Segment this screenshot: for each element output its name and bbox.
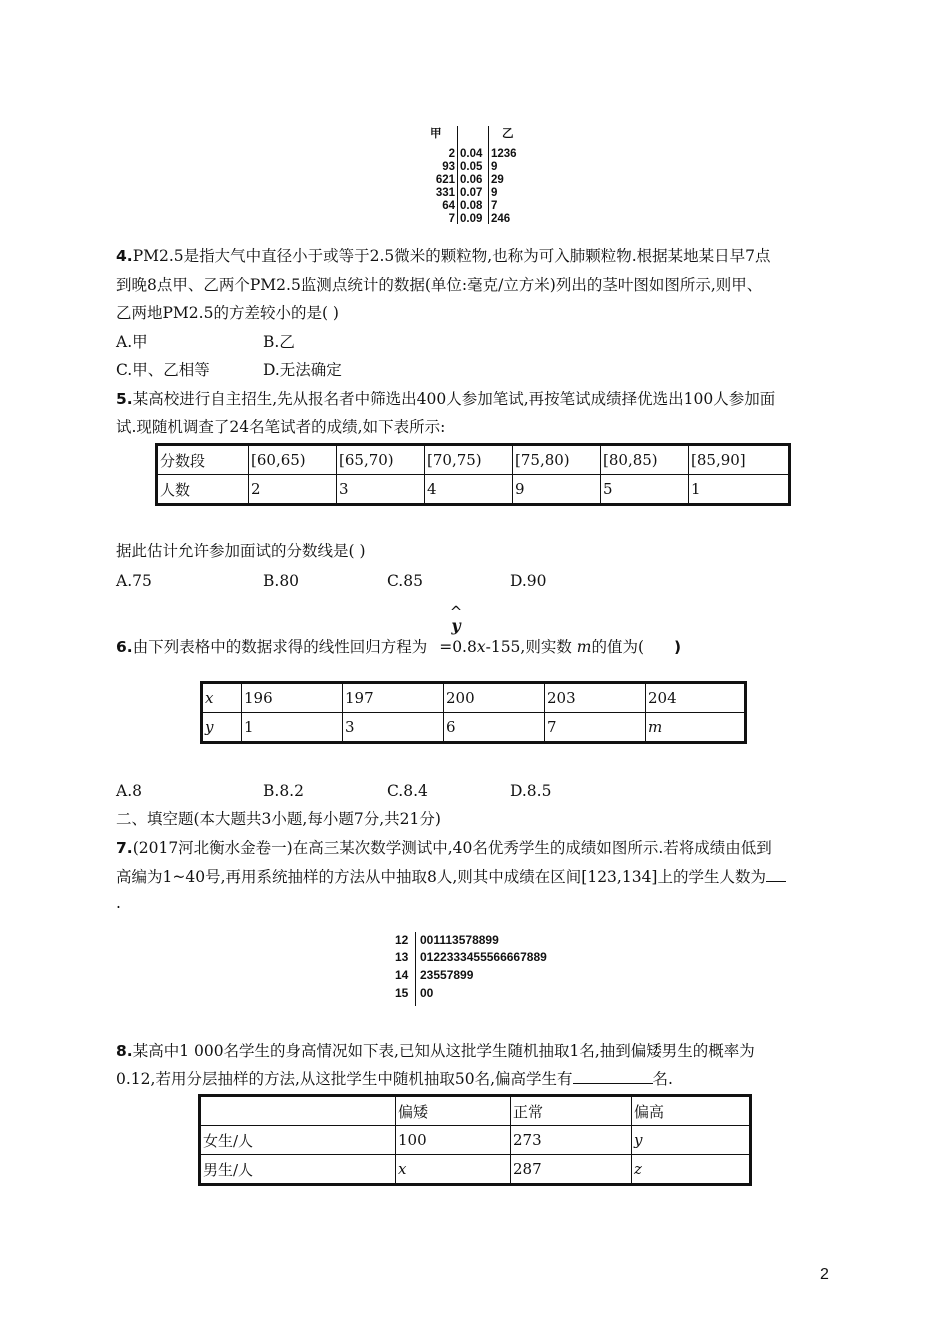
hat-variable: y: [451, 616, 461, 635]
table-cell: m: [646, 713, 745, 742]
table-cell: 1: [689, 475, 789, 504]
q5-line2: 试.现随机调查了24名笔试者的成绩,如下表所示:: [116, 418, 446, 436]
stem: 0.05: [460, 161, 483, 173]
table-cell: [65,70): [337, 446, 425, 475]
question-number: 6.: [116, 638, 133, 656]
question-number: 4.: [116, 247, 133, 265]
table-cell: [60,65): [249, 446, 337, 475]
question-text: 名.: [652, 1070, 673, 1088]
q5-score-table: [157, 445, 789, 504]
q6-xy-table: [202, 683, 745, 742]
table-cell: x: [203, 684, 242, 713]
q7-line3: .: [116, 894, 121, 912]
table-row: [158, 475, 789, 504]
q6-line1: [116, 637, 681, 657]
question-text: 高编为1~40号,再用系统抽样的方法从中抽取8人,则其中成绩在区间[123,134]上的学生人数为: [116, 868, 766, 886]
table-cell: [80,85): [601, 446, 689, 475]
right-leaves: 9: [491, 161, 498, 173]
table-cell: y: [632, 1126, 750, 1155]
leaves: 23557899: [420, 968, 474, 982]
q8-line2: [116, 1069, 673, 1089]
q6-option-a: A.8: [116, 782, 142, 800]
table-cell: 4: [425, 475, 513, 504]
hat-mark: ^: [449, 603, 463, 621]
stem: 14: [395, 968, 409, 982]
table-cell: 204: [646, 684, 745, 713]
table-cell: 男生/人: [201, 1155, 396, 1184]
stem-leaf-plot-2: [395, 932, 565, 1007]
variable-m: m: [576, 638, 592, 656]
table-cell: 273: [511, 1126, 632, 1155]
table-row: [201, 1126, 750, 1155]
variable-x: x: [476, 638, 486, 656]
left-header: 甲: [430, 128, 442, 140]
section-heading: 二、填空题(本大题共3小题,每小题7分,共21分): [116, 810, 441, 828]
right-header: 乙: [502, 128, 514, 140]
q8-line1: [116, 1041, 755, 1061]
stem-leaf-plot-1: [420, 126, 530, 226]
stem: 12: [395, 933, 409, 947]
answer-blank: [573, 1069, 653, 1084]
table-cell: 287: [511, 1155, 632, 1184]
stem: 0.07: [460, 187, 483, 199]
table-cell: y: [203, 713, 242, 742]
q4-line2: 到晚8点甲、乙两个PM2.5监测点统计的数据(单位:毫克/立方米)列出的茎叶图如图所示,则甲、: [116, 276, 763, 294]
equation-text: =0.8: [439, 638, 477, 656]
left-leaves: 621: [435, 174, 455, 186]
table-cell: [85,90]: [689, 446, 789, 475]
table-cell: [201, 1097, 396, 1126]
table-cell: z: [632, 1155, 750, 1184]
q6-option-c: C.8.4: [387, 782, 428, 800]
table-cell: 3: [337, 475, 425, 504]
right-leaves: 9: [491, 187, 498, 199]
y-hat-symbol: [448, 605, 464, 633]
table-row: [201, 1097, 750, 1126]
question-text: 某高中1 000名学生的身高情况如下表,已知从这批学生随机抽取1名,抽到偏矮男生的概率为: [132, 1042, 755, 1060]
page-number: 2: [820, 1266, 829, 1283]
table-cell: 偏高: [632, 1097, 750, 1126]
q5-option-a: A.75: [116, 572, 152, 590]
table-cell: 3: [343, 713, 444, 742]
left-leaves: 2: [448, 148, 455, 160]
question-text: 某高校进行自主招生,先从报名者中筛选出400人参加笔试,再按笔试成绩择优选出100人参加面: [132, 390, 776, 408]
q4-option-b: B.乙: [263, 333, 295, 351]
table-row: [203, 713, 745, 742]
right-leaves: 7: [491, 200, 498, 212]
table-cell: 女生/人: [201, 1126, 396, 1155]
question-number: 8.: [116, 1042, 133, 1060]
table-cell: 200: [444, 684, 545, 713]
table-cell: 196: [242, 684, 343, 713]
stem: 15: [395, 986, 409, 1000]
table-cell: 100: [396, 1126, 511, 1155]
q5-option-b: B.80: [263, 572, 300, 590]
q8-height-table: [200, 1096, 750, 1184]
table-cell: 6: [444, 713, 545, 742]
question-number: 5.: [116, 390, 133, 408]
close-paren: ): [674, 638, 682, 656]
stem: 0.04: [460, 148, 483, 160]
table-cell: 5: [601, 475, 689, 504]
q4-option-c: C.甲、乙相等: [116, 361, 210, 379]
question-text: 0.12,若用分层抽样的方法,从这批学生中随机抽取50名,偏高学生有: [116, 1070, 573, 1088]
question-text: PM2.5是指大气中直径小于或等于2.5微米的颗粒物,也称为可入肺颗粒物.根据某地某日早7点: [132, 247, 771, 265]
stem-divider-right: [488, 126, 489, 224]
question-text: 的值为(: [591, 638, 645, 656]
left-leaves: 64: [442, 200, 455, 212]
q6-option-b: B.8.2: [263, 782, 304, 800]
question-number: 7.: [116, 839, 133, 857]
table-row: [203, 684, 745, 713]
table-row: [201, 1155, 750, 1184]
q5-option-d: D.90: [510, 572, 547, 590]
q7-line1: [116, 838, 772, 858]
q4-line1: [116, 246, 771, 266]
question-text: (2017河北衡水金卷一)在高三某次数学测试中,40名优秀学生的成绩如图所示.若将成绩由低到: [132, 839, 772, 857]
left-leaves: 93: [442, 161, 455, 173]
table-cell: 9: [513, 475, 601, 504]
stem: 0.09: [460, 213, 483, 225]
left-leaves: 7: [448, 213, 455, 225]
table-row: [158, 446, 789, 475]
table-cell: 分数段: [158, 446, 249, 475]
table-cell: [75,80): [513, 446, 601, 475]
stem-divider: [415, 932, 416, 1006]
question-text: 由下列表格中的数据求得的线性回归方程为: [132, 638, 428, 656]
table-cell: x: [396, 1155, 511, 1184]
q5-line1: [116, 389, 775, 409]
table-cell: 7: [545, 713, 646, 742]
q4-option-d: D.无法确定: [263, 361, 342, 379]
q4-option-a: A.甲: [116, 333, 148, 351]
table-cell: 1: [242, 713, 343, 742]
table-cell: 人数: [158, 475, 249, 504]
answer-blank: [766, 867, 786, 882]
right-leaves: 246: [491, 213, 511, 225]
stem-divider-left: [457, 126, 458, 224]
table-cell: 偏矮: [396, 1097, 511, 1126]
right-leaves: 1236: [491, 148, 517, 160]
equation-text: -155,则实数: [485, 638, 572, 656]
q6-option-d: D.8.5: [510, 782, 552, 800]
table-cell: 203: [545, 684, 646, 713]
stem: 0.08: [460, 200, 483, 212]
left-leaves: 331: [435, 187, 455, 199]
table-cell: [70,75): [425, 446, 513, 475]
table-cell: 正常: [511, 1097, 632, 1126]
q7-line2: [116, 867, 786, 887]
table-cell: 197: [343, 684, 444, 713]
q5-line3: 据此估计允许参加面试的分数线是( ): [116, 542, 366, 560]
table-cell: 2: [249, 475, 337, 504]
leaves: 001113578899: [420, 933, 499, 947]
right-leaves: 29: [491, 174, 504, 186]
leaves: 0122333455566667889: [420, 950, 547, 964]
stem: 0.06: [460, 174, 483, 186]
q4-line3: 乙两地PM2.5的方差较小的是( ): [116, 304, 339, 322]
stem: 13: [395, 950, 409, 964]
q5-option-c: C.85: [387, 572, 423, 590]
leaves: 00: [420, 986, 434, 1000]
